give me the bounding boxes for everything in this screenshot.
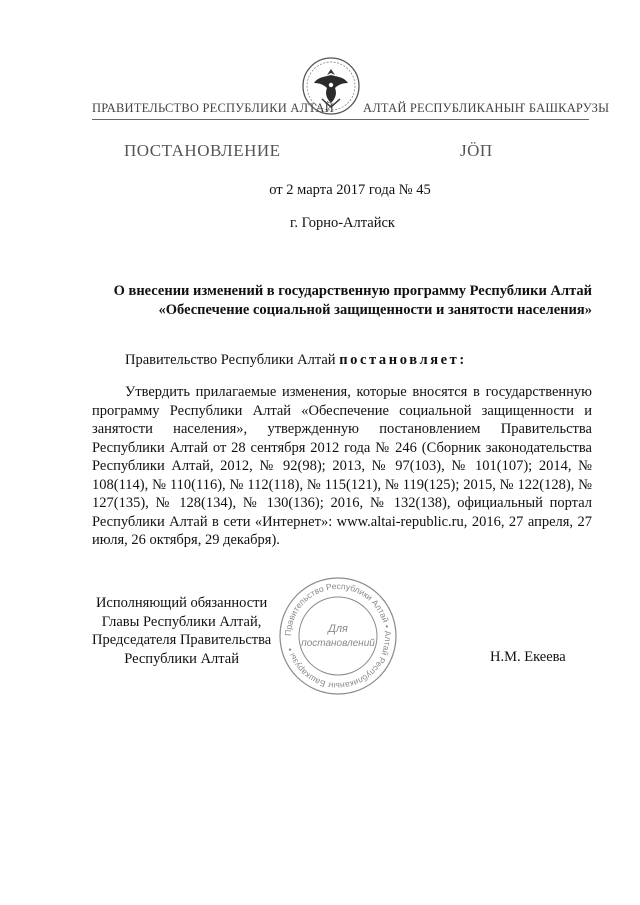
preamble-text: Правительство Республики Алтай (125, 352, 340, 368)
signature-line-3: Председателя Правительства (92, 632, 272, 648)
date-number-text: от 2 марта 2017 года № 45 (269, 182, 431, 198)
body-paragraph: Утвердить прилагаемые изменения, которые вносятся в государственную программу Республики Алтай «Обеспечение социальной защищенности и занятости населения», утвержденную постановлением Правительства Республики Алтай от 28 сентября 2012 года № 246 (Сборник законодательства Республики Алтай, 2012, № 92(98); 2013, № 97(103), № 101(107); 2014, № 108(114), № 110(116), № 112(118), № 115(121), № 119(125); 2015, № 122(128), № 127(135), № 128(134), № 130(136); 2016, № 132(138), официальный портал Республики Алтай в сети «Интернет»: www.altai-republic.ru, 2016, 27 апреля, 27 июля, 26 октября, 29 декабря). (92, 384, 592, 548)
stamp-center-line-1: Для (328, 623, 348, 635)
document-city (0, 215, 640, 232)
doc-type-altai: ЈÖП (460, 141, 493, 160)
preamble-verb: постановляет: (339, 352, 467, 368)
signature-line-4: Республики Алтай (124, 650, 239, 667)
signer-name: Н.М. Екеева (490, 649, 566, 665)
signature-block (92, 594, 271, 668)
header-divider (92, 119, 589, 120)
header-right-title: АЛТАЙ РЕСПУБЛИКАНЫҤ БАШКАРУЗЫ (363, 101, 610, 115)
document-date-number (0, 182, 640, 199)
header-left-title: ПРАВИТЕЛЬСТВО РЕСПУБЛИКИ АЛТАЙ (92, 101, 334, 115)
stamp-ring-text: Правительство Республики Алтай • Алтай Республиканыҥ Башкарузы • (282, 580, 394, 692)
document-title: О внесении изменений в государственную программу Республики Алтай «Обеспечение социальной защищенности и занятости населения» (113, 283, 592, 318)
signature-line-1: Исполняющий обязанности (95, 595, 268, 611)
doc-type-russian: ПОСТАНОВЛЕНИЕ (124, 141, 281, 160)
official-stamp (276, 574, 400, 698)
city-text: г. Горно-Алтайск (290, 215, 395, 231)
preamble (125, 352, 467, 369)
stamp-center-line-2: постановлений (301, 638, 375, 649)
signature-line-2: Главы Республики Алтай, (101, 613, 262, 630)
